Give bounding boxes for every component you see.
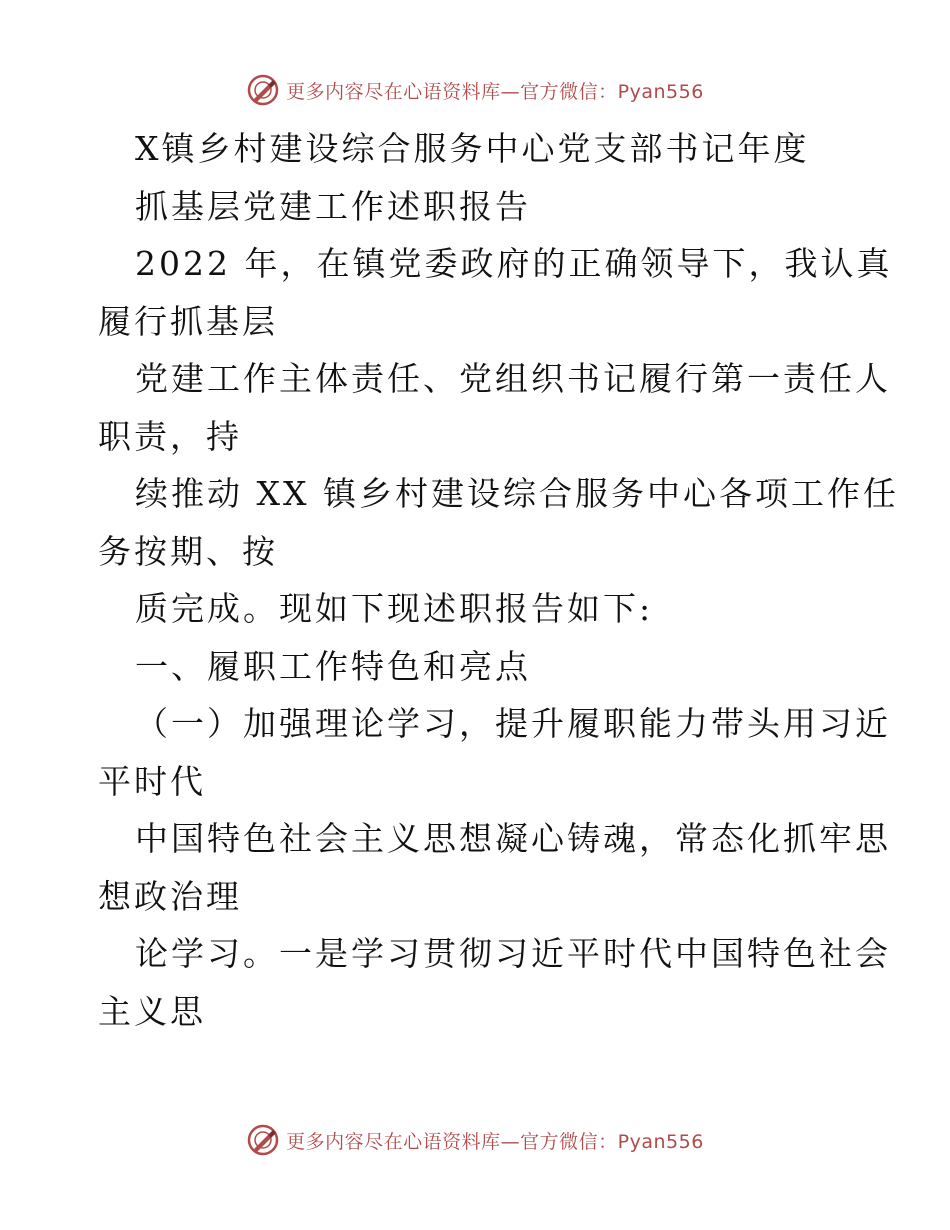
doc-line: 党建工作主体责任、党组织书记履行第一责任人: [135, 359, 891, 398]
footer-watermark-banner: [0, 1120, 950, 1160]
document-body: [98, 120, 899, 1040]
doc-line: 中国特色社会主义思想凝心铸魂，常态化抓牢思: [135, 819, 891, 858]
doc-line: 质完成。现如下现述职报告如下:: [135, 589, 654, 628]
doc-line: 续推动 XX 镇乡村建设综合服务中心各项工作任: [135, 474, 899, 513]
footer-watermark-text: 更多内容尽在心语资料库—官方微信：Pyan556: [286, 1130, 704, 1153]
doc-line: X镇乡村建设综合服务中心党支部书记年度: [135, 129, 810, 168]
doc-line: 一、履职工作特色和亮点: [135, 646, 531, 686]
doc-line: 主义思: [98, 991, 206, 1031]
pen-logo-icon: [246, 73, 280, 107]
doc-line: 职责，持: [98, 416, 242, 456]
header-watermark-text: 更多内容尽在心语资料库—官方微信：Pyan556: [286, 80, 704, 103]
doc-line: 务按期、按: [98, 531, 278, 571]
doc-line: 抓基层党建工作述职报告: [135, 186, 531, 226]
doc-line: 论学习。一是学习贯彻习近平时代中国特色社会: [135, 934, 891, 973]
doc-line: 想政治理: [98, 876, 242, 916]
header-watermark-banner: [0, 70, 950, 110]
doc-line: 平时代: [98, 761, 206, 801]
doc-line: （一）加强理论学习，提升履职能力带头用习近: [135, 704, 891, 743]
doc-line: 履行抓基层: [98, 301, 278, 341]
pen-logo-icon: [246, 1123, 280, 1157]
doc-line: 2022 年，在镇党委政府的正确领导下，我认真: [135, 244, 893, 283]
